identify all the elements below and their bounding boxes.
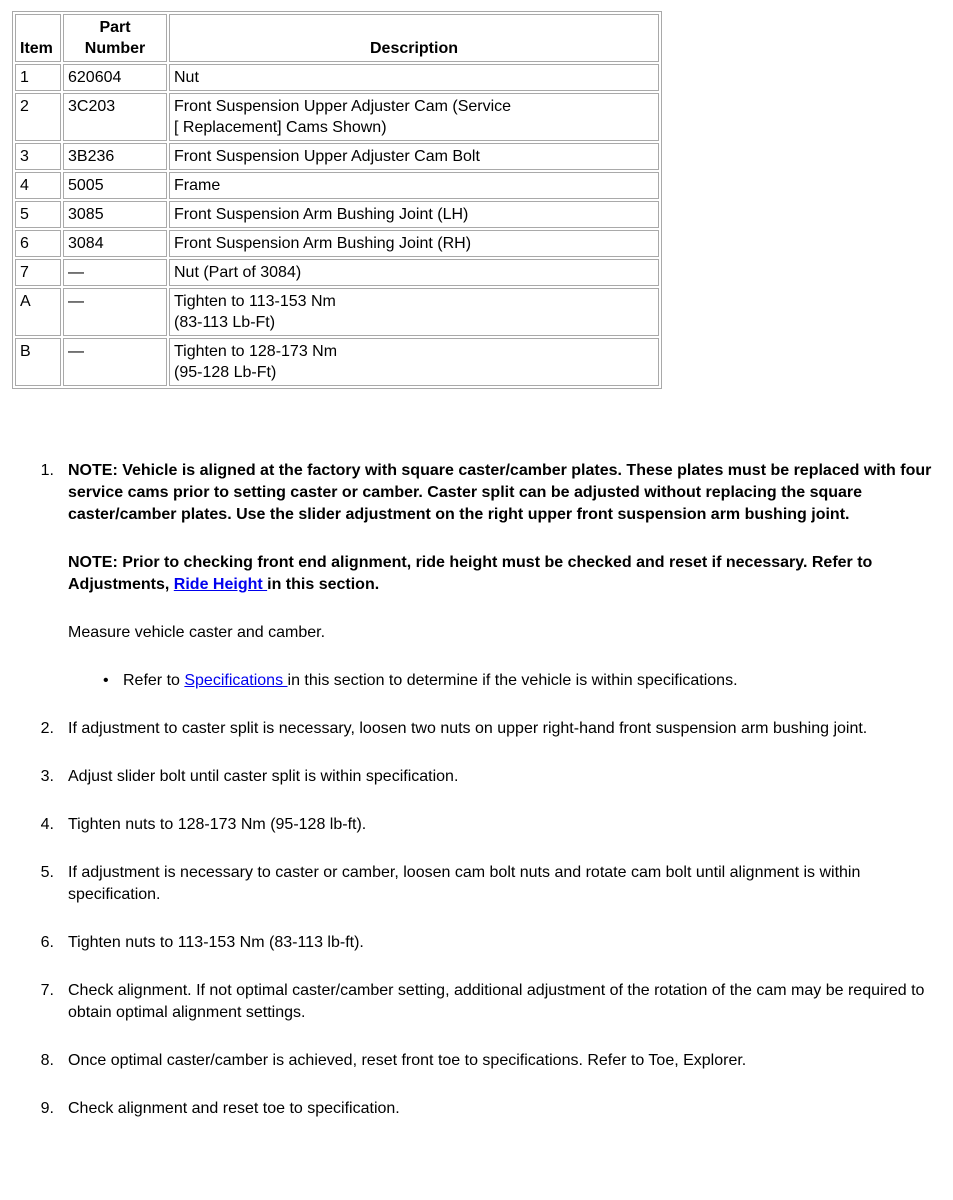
part-number-cell: 3084: [63, 230, 167, 257]
step-1: [28, 460, 933, 692]
step-number: 7.: [40, 982, 54, 999]
description-cell: Frame: [169, 172, 659, 199]
part-number-cell: 3085: [63, 201, 167, 228]
step-5: [28, 862, 933, 906]
description-cell: Front Suspension Arm Bushing Joint (RH): [169, 230, 659, 257]
step-text: Tighten nuts to 128-173 Nm (95-128 lb-ft).: [68, 816, 367, 833]
description-cell: Front Suspension Arm Bushing Joint (LH): [169, 201, 659, 228]
part-number-cell: —: [63, 288, 167, 336]
parts-table: [12, 11, 662, 389]
item-cell: 6: [15, 230, 61, 257]
procedure-steps: [28, 460, 933, 1146]
step-3: [28, 766, 933, 788]
step-text: Check alignment and reset toe to specification.: [68, 1100, 400, 1117]
table-header-row: [15, 14, 659, 62]
table-row: [15, 172, 659, 199]
header-part-number: Part Number: [63, 14, 167, 62]
header-description: Description: [169, 14, 659, 62]
part-number-cell: 620604: [63, 64, 167, 91]
step-number: 4.: [40, 816, 54, 833]
step-text: Measure vehicle caster and camber.: [68, 624, 326, 641]
bullet-dot: •: [103, 672, 109, 689]
step-9: [28, 1098, 933, 1120]
step-text: Once optimal caster/camber is achieved, reset front toe to specifications. Refer to Toe, Explorer.: [68, 1052, 747, 1069]
part-number-cell: 3C203: [63, 93, 167, 141]
description-cell: Tighten to 128-173 Nm (95-128 Lb-Ft): [169, 338, 659, 386]
item-cell: 4: [15, 172, 61, 199]
item-cell: 2: [15, 93, 61, 141]
table-row: [15, 230, 659, 257]
item-cell: 1: [15, 64, 61, 91]
bullet-item: • Refer to Specifications in this section to determine if the vehicle is within specifications.: [68, 670, 933, 692]
description-cell: Nut: [169, 64, 659, 91]
note-factory-alignment: NOTE: Vehicle is aligned at the factory with square caster/camber plates. These plates must be replaced with four service cams prior to setting caster or camber. Caster split can be adjusted without replacing the square caster/camber plates. Use the slider adjustment on the right upper front suspension arm bushing joint.: [68, 462, 932, 523]
header-item: Item: [15, 14, 61, 62]
specifications-link[interactable]: Specifications: [184, 672, 288, 689]
step-2: [28, 718, 933, 740]
step-8: [28, 1050, 933, 1072]
step-number: 5.: [40, 864, 54, 881]
item-cell: B: [15, 338, 61, 386]
step-number: 8.: [40, 1052, 54, 1069]
table-row: [15, 338, 659, 386]
step-text: Check alignment. If not optimal caster/camber setting, additional adjustment of the rotation of the cam may be required to obtain optimal alignment settings.: [68, 982, 925, 1021]
table-row: [15, 93, 659, 141]
step-number: 1.: [40, 462, 54, 479]
item-cell: 5: [15, 201, 61, 228]
table-row: [15, 259, 659, 286]
step-6: [28, 932, 933, 954]
step-number: 2.: [40, 720, 54, 737]
item-cell: 7: [15, 259, 61, 286]
table-row: [15, 143, 659, 170]
step-4: [28, 814, 933, 836]
note-ride-height: NOTE: Prior to checking front end alignment, ride height must be checked and reset if necessary. Refer to Adjustments, Ride Height in this section.: [68, 554, 873, 593]
step-number: 9.: [40, 1100, 54, 1117]
step-number: 6.: [40, 934, 54, 951]
part-number-cell: 3B236: [63, 143, 167, 170]
table-row: [15, 64, 659, 91]
description-cell: Front Suspension Upper Adjuster Cam (Service [ Replacement] Cams Shown): [169, 93, 659, 141]
table-row: [15, 201, 659, 228]
part-number-cell: —: [63, 338, 167, 386]
step-number: 3.: [40, 768, 54, 785]
step-text: Adjust slider bolt until caster split is within specification.: [68, 768, 459, 785]
part-number-cell: 5005: [63, 172, 167, 199]
step-7: [28, 980, 933, 1024]
description-cell: Front Suspension Upper Adjuster Cam Bolt: [169, 143, 659, 170]
description-cell: Tighten to 113-153 Nm (83-113 Lb-Ft): [169, 288, 659, 336]
step-text: If adjustment to caster split is necessary, loosen two nuts on upper right-hand front suspension arm bushing joint.: [68, 720, 868, 737]
description-cell: Nut (Part of 3084): [169, 259, 659, 286]
ride-height-link[interactable]: Ride Height: [173, 576, 268, 593]
table-row: [15, 288, 659, 336]
step-text: If adjustment is necessary to caster or camber, loosen cam bolt nuts and rotate cam bolt until alignment is within specification.: [68, 864, 861, 903]
step-text: Tighten nuts to 113-153 Nm (83-113 lb-ft).: [68, 934, 364, 951]
item-cell: 3: [15, 143, 61, 170]
part-number-cell: —: [63, 259, 167, 286]
item-cell: A: [15, 288, 61, 336]
